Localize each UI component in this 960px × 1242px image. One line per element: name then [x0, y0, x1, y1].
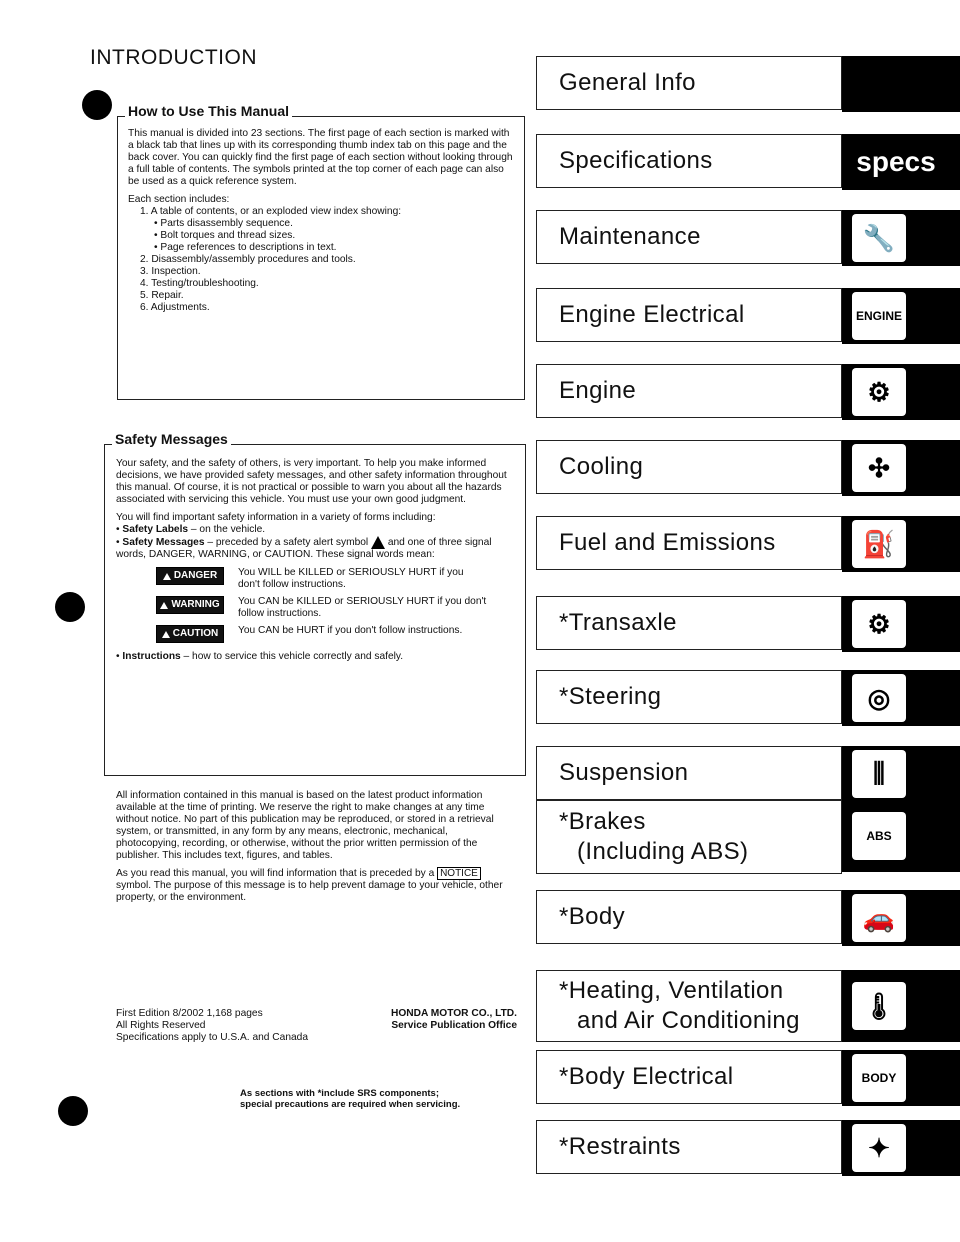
notice-symbol: NOTICE	[437, 867, 481, 880]
danger-badge	[156, 567, 224, 585]
thumb-index-tab[interactable]	[842, 440, 960, 496]
thumb-index-tab[interactable]	[842, 800, 960, 872]
how-to-use-body	[128, 128, 514, 314]
battery-body-icon: BODY	[852, 1054, 906, 1102]
safety-labels-text: – on the vehicle.	[188, 524, 266, 535]
section-tab-label-box	[536, 56, 842, 110]
fan-icon: ✣	[852, 444, 906, 492]
safety-messages-label: Safety Messages	[122, 537, 205, 549]
engine-icon: ⚙	[852, 368, 906, 416]
section-tab-label-box	[536, 800, 842, 874]
thumb-index-tab[interactable]	[842, 970, 960, 1042]
thumb-index-tab[interactable]	[842, 288, 960, 344]
thumb-index-tab[interactable]	[842, 1120, 960, 1176]
section-tab-label: Cooling	[559, 453, 644, 480]
safety-labels-item: • Safety Labels – on the vehicle.	[116, 524, 266, 535]
instructions-label: Instructions	[122, 651, 181, 663]
fuel-nozzle-icon: ⛽	[852, 520, 906, 568]
list-item: 5. Repair.	[140, 290, 184, 301]
specs-line: Specifications apply to U.S.A. and Canada	[116, 1032, 308, 1043]
section-tab-label: *Restraints	[559, 1133, 681, 1160]
page-title: INTRODUCTION	[90, 46, 257, 69]
binder-hole	[58, 1096, 88, 1126]
section-tab-label: Engine	[559, 377, 637, 404]
safety-alert-icon	[371, 536, 385, 549]
safety-messages-text-a: – preceded by a safety alert symbol	[204, 537, 372, 549]
safety-labels-label: Safety Labels	[122, 524, 189, 535]
section-tab-label: *Body Electrical	[559, 1063, 734, 1090]
section-tab-label-box	[536, 970, 842, 1042]
notice-text-a: As you read this manual, you will find information that is preceded by a	[116, 868, 438, 879]
publisher-info	[357, 1008, 517, 1032]
safety-messages-text-b: and one of three signal words, DANGER, WARNING, or CAUTION. These signal words mean:	[116, 537, 492, 561]
section-tab-label: Maintenance	[559, 223, 701, 250]
list-item: 6. Adjustments.	[140, 302, 210, 313]
section-tab-label-box	[536, 1120, 842, 1174]
thumb-index-tab[interactable]	[842, 746, 960, 802]
shock-absorber-icon: ⫼	[852, 750, 906, 798]
section-tab-label-box	[536, 440, 842, 494]
section-tab-label: *Body	[559, 903, 626, 930]
section-tab-label: Engine Electrical	[559, 301, 745, 328]
wrench-oil-icon: 🔧	[852, 214, 906, 262]
srs-note	[240, 1088, 518, 1110]
edition-info	[116, 1008, 346, 1044]
includes-list	[128, 206, 514, 314]
section-tab-label-box	[536, 1050, 842, 1104]
binder-hole	[55, 592, 85, 622]
alert-icon	[163, 573, 171, 580]
thumb-index-tab[interactable]	[842, 596, 960, 652]
section-tab-label-box	[536, 288, 842, 342]
srs-note-line1: As sections with *include SRS components;	[240, 1088, 440, 1099]
list-item: • Parts disassembly sequence.	[154, 218, 293, 229]
caution-word: CAUTION	[172, 628, 219, 640]
safety-forms-text: You will find important safety information in a variety of forms including:	[116, 512, 436, 523]
warning-badge	[156, 596, 224, 614]
section-tab-label-line2: and Air Conditioning	[577, 1007, 800, 1034]
section-tab-label: Suspension	[559, 759, 689, 786]
includes-label: Each section includes:	[128, 194, 230, 205]
notice-text-b: symbol. The purpose of this message is to help prevent damage to your vehicle, other property, or the environment.	[116, 880, 503, 903]
warning-text: You CAN be KILLED or SERIOUSLY HURT if you don't follow instructions.	[238, 596, 487, 620]
section-tab-label-box	[536, 890, 842, 944]
alert-icon	[160, 602, 168, 609]
rights-line: All Rights Reserved	[116, 1020, 206, 1031]
list-item: • Bolt torques and thread sizes.	[154, 230, 296, 241]
specs-icon: specs	[846, 138, 946, 186]
section-tab-label: Specifications	[559, 147, 713, 174]
section-tab-label-box	[536, 134, 842, 188]
section-tab-label-box	[536, 746, 842, 800]
how-to-use-title: How to Use This Manual	[125, 103, 292, 119]
list-item: 3. Inspection.	[140, 266, 201, 277]
thermometer-icon: 🌡	[852, 982, 906, 1030]
battery-icon: ENGINE	[852, 292, 906, 340]
binder-hole	[82, 90, 112, 120]
srs-note-line2: special precautions are required when servicing.	[240, 1099, 461, 1110]
section-tab-label-box	[536, 516, 842, 570]
thumb-index-tab[interactable]	[842, 210, 960, 266]
office-name: Service Publication Office	[391, 1020, 517, 1031]
list-item: 2. Disassembly/assembly procedures and tools.	[140, 254, 356, 265]
thumb-index-tab[interactable]	[842, 134, 960, 190]
thumb-index-tab[interactable]	[842, 516, 960, 572]
safety-body	[116, 458, 512, 663]
section-tab-label: General Info	[559, 69, 696, 96]
section-tab-label-box	[536, 596, 842, 650]
signal-row-caution	[156, 625, 512, 643]
company-name: HONDA MOTOR CO., LTD.	[390, 1008, 517, 1019]
brake-abs-icon: ABS	[852, 812, 906, 860]
section-tab-label-box	[536, 670, 842, 724]
signal-row-danger	[156, 567, 512, 591]
danger-text: You WILL be KILLED or SERIOUSLY HURT if you don't follow instructions.	[238, 567, 464, 591]
section-tab-label-line2: (Including ABS)	[577, 838, 749, 865]
safety-title: Safety Messages	[112, 431, 231, 447]
section-tab-label: *Heating, Ventilation	[559, 977, 784, 1004]
thumb-index-tab[interactable]	[842, 1050, 960, 1106]
legal-paragraph: All information contained in this manual is based on the latest product information available at the time of printing. We reserve the right to make changes at any time without notice. No part of this publication may be reproduced, or stored in a retrieval system, or transmitted, in any form by any means, electronic, mechanical, photocopying, recording, or otherwise, without the prior written permission of the publisher. This includes text, figures, and tables.	[116, 790, 494, 861]
section-tab-label-box	[536, 364, 842, 418]
list-item: • Page references to descriptions in text.	[154, 242, 337, 253]
legal-text	[116, 790, 512, 910]
notice-paragraph	[116, 868, 512, 904]
instructions-text: – how to service this vehicle correctly and safely.	[180, 651, 404, 663]
safety-paragraph: Your safety, and the safety of others, is very important. To help you make informed decisions, we have provided safety messages, and other safety information throughout this manual. Of course, it is not practical or possible to warn you about all the hazards associated with servicing this vehicle. You must use your own good judgment.	[116, 458, 507, 505]
seatbelt-icon: ✦	[852, 1124, 906, 1172]
caution-badge	[156, 625, 224, 643]
gears-icon: ⚙	[852, 600, 906, 648]
section-tab-label: *Brakes	[559, 808, 646, 835]
section-tab-label-box	[536, 210, 842, 264]
list-item: 1. A table of contents, or an exploded view index showing:	[140, 206, 402, 217]
section-tab-label: Fuel and Emissions	[559, 529, 776, 556]
thumb-index-tab[interactable]	[842, 670, 960, 726]
steering-wheel-icon: ◎	[852, 674, 906, 722]
caution-text: You CAN be HURT if you don't follow instructions.	[238, 625, 463, 637]
section-tab-label: *Steering	[559, 683, 662, 710]
how-to-use-paragraph: This manual is divided into 23 sections. The first page of each section is marked with a black tab that lines up with its corresponding thumb index tab on this page and the back cover. You can quickly find the first page of each section without looking through a full table of contents. The symbols printed at the top corner of each page can also be used as a quick reference system.	[128, 128, 513, 187]
signal-words	[116, 567, 512, 643]
thumb-index-tab[interactable]	[842, 890, 960, 946]
section-tab-label: *Transaxle	[559, 609, 677, 636]
car-body-icon: 🚗	[852, 894, 906, 942]
warning-word: WARNING	[171, 599, 220, 611]
edition-line: First Edition 8/2002 1,168 pages	[116, 1008, 263, 1019]
thumb-index-tab[interactable]	[842, 56, 960, 112]
thumb-index-tab[interactable]	[842, 364, 960, 420]
list-item: 4. Testing/troubleshooting.	[140, 278, 259, 289]
instructions-item: • Instructions – how to service this vehicle correctly and safely.	[116, 651, 404, 663]
signal-row-warning	[156, 596, 512, 620]
danger-word: DANGER	[173, 570, 218, 582]
safety-messages-item: • Safety Messages – preceded by a safety alert symbol and one of three signal words, DANGER, WARNING, or CAUTION. These signal words mean:	[116, 537, 492, 561]
alert-icon	[162, 631, 170, 638]
